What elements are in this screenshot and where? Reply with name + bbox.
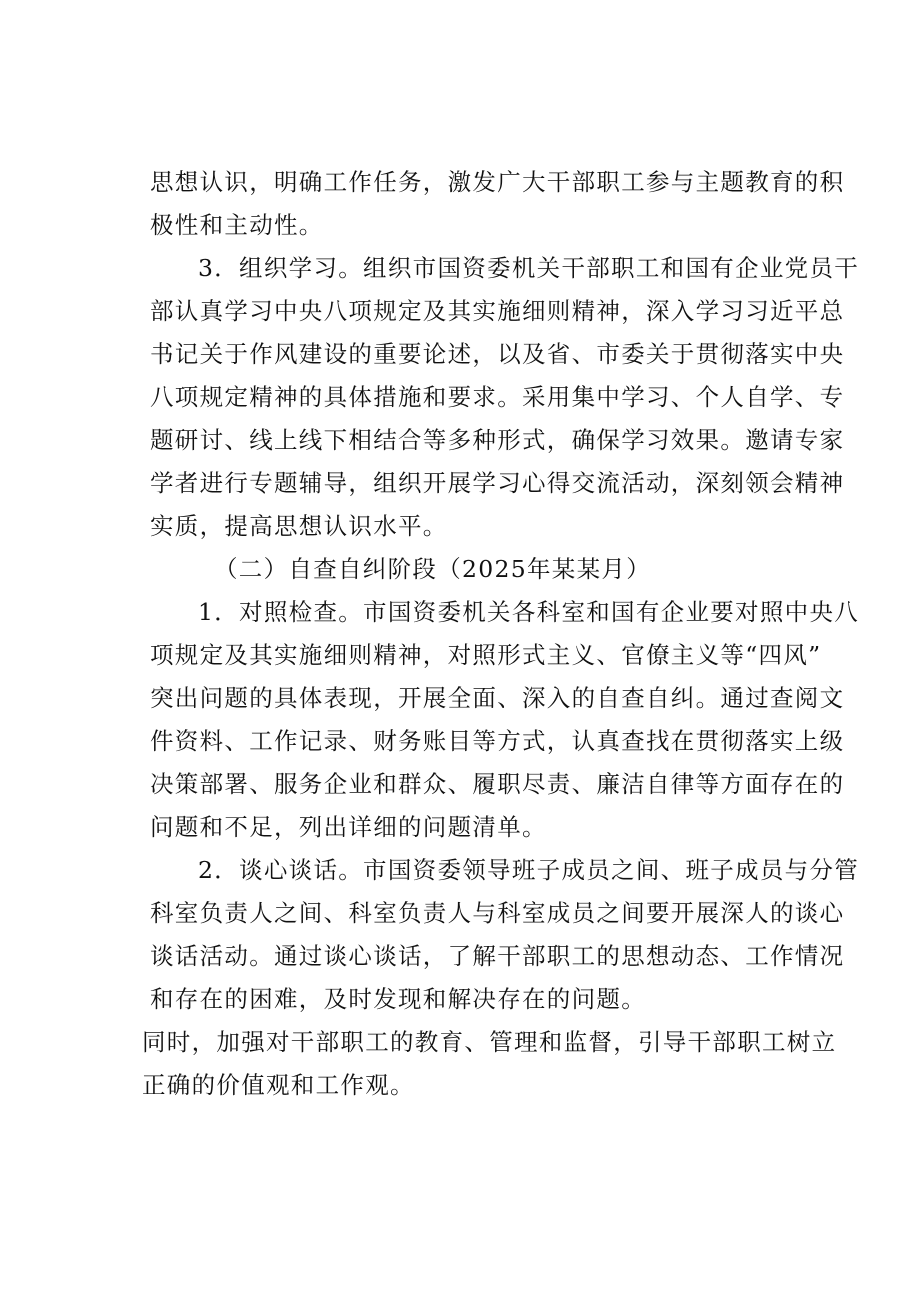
paragraph-line: 科室负责人之间、科室负责人与科室成员之间要开展深人的谈心 — [150, 899, 845, 927]
item-3-heading-line: 3．组织学习。组织市国资委机关干部职工和国有企业党员干 — [198, 254, 860, 282]
paragraph-line: 项规定及其实施细则精神，对照形式主义、官僚主义等“四风” — [150, 641, 822, 669]
paragraph-line: 书记关于作风建设的重要论述，以及省、市委关于贯彻落实中央 — [150, 340, 845, 368]
paragraph-line: 突出问题的具体表现，开展全面、深入的自查自纠。通过查阅文 — [150, 684, 845, 712]
section-heading: （二）自查自纠阶段（2025年某某月） — [214, 555, 652, 583]
paragraph-line: 正确的价值观和工作观。 — [142, 1071, 415, 1099]
paragraph-line: 谈话活动。通过谈心谈话，了解干部职工的思想动态、工作情况 — [150, 942, 845, 970]
item-1-heading-line: 1．对照检查。市国资委机关各科室和国有企业要对照中央八 — [198, 598, 860, 626]
paragraph-line: 决策部署、服务企业和群众、履职尽责、廉洁自律等方面存在的 — [150, 770, 845, 798]
paragraph-line: 八项规定精神的具体措施和要求。采用集中学习、个人自学、专 — [150, 383, 845, 411]
paragraph-line: 实质，提高思想认识水平。 — [150, 512, 448, 540]
paragraph-line: 问题和不足，列出详细的问题清单。 — [150, 813, 547, 841]
paragraph-line: 件资料、工作记录、财务账目等方式，认真查找在贯彻落实上级 — [150, 727, 845, 755]
paragraph-line: 学者进行专题辅导，组织开展学习心得交流活动，深刻领会精神 — [150, 469, 845, 497]
item-2-heading-line: 2．谈心谈话。市国资委领导班子成员之间、班子成员与分管 — [198, 856, 860, 884]
paragraph-line: 部认真学习中央八项规定及其实施细则精神，深入学习习近平总 — [150, 297, 845, 325]
paragraph-line: 和存在的困难，及时发现和解决存在的问题。 — [150, 985, 646, 1013]
paragraph-line: 题研讨、线上线下相结合等多种形式，确保学习效果。邀请专家 — [150, 426, 845, 454]
paragraph-line: 思想认识，明确工作任务，激发广大干部职工参与主题教育的积 — [150, 168, 845, 196]
paragraph-line: 极性和主动性。 — [150, 211, 324, 239]
paragraph-line: 同时，加强对干部职工的教育、管理和监督，引导干部职工树立 — [142, 1028, 837, 1056]
